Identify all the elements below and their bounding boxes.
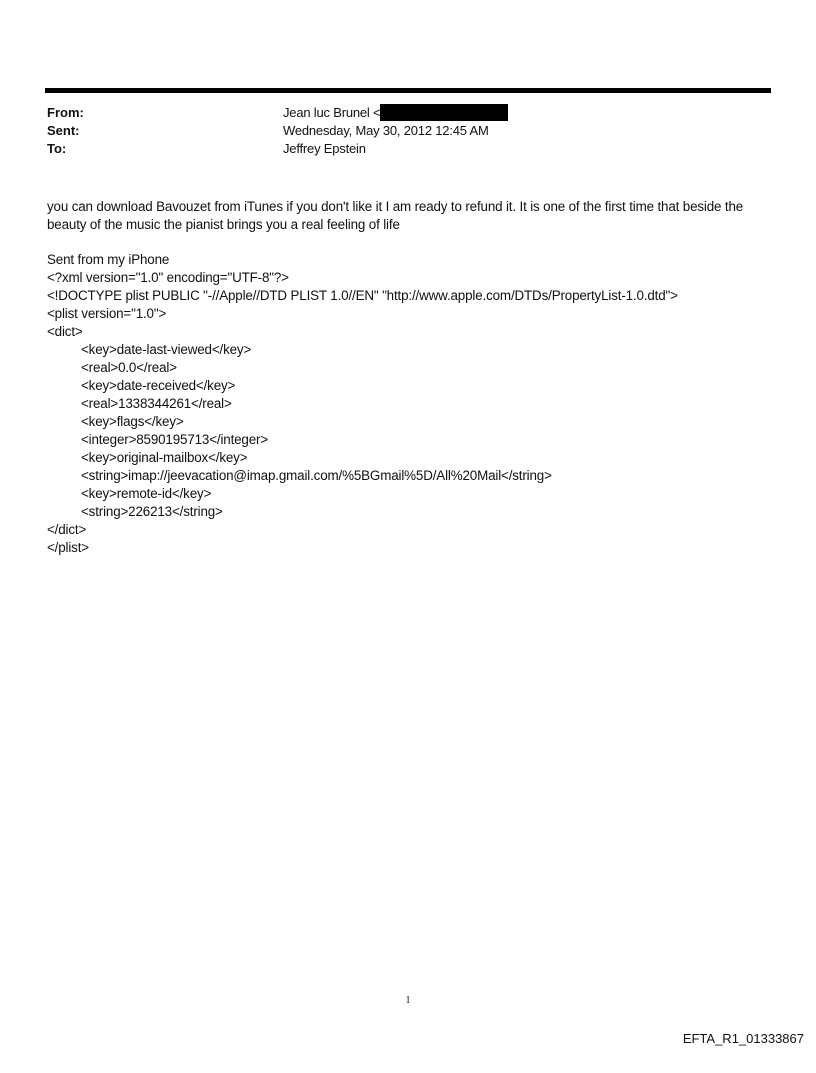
plist-line: </dict> [47,522,87,537]
plist-line: <key>date-received</key> [81,378,236,393]
plist-line: <integer>8590195713</integer> [81,432,269,447]
sent-value: Wednesday, May 30, 2012 12:45 AM [283,123,489,138]
plist-line: <string>imap://jeevacation@imap.gmail.com/%5BGmail%5D/All%20Mail</string> [81,468,552,483]
plist-line: <real>0.0</real> [81,360,177,375]
plist-line: <plist version="1.0"> [47,306,167,321]
plist-line: <key>remote-id</key> [81,486,212,501]
to-value: Jeffrey Epstein [283,141,366,156]
from-label: From: [47,105,84,120]
from-name: Jean luc Brunel < [283,105,381,120]
sent-label: Sent: [47,123,80,138]
plist-line: <key>original-mailbox</key> [81,450,248,465]
from-value [283,104,508,122]
plist-line: Sent from my iPhone [47,252,170,267]
plist-line: <real>1338344261</real> [81,396,232,411]
document-id: EFTA_R1_01333867 [682,1031,804,1046]
redaction-box [380,104,508,121]
plist-line: </plist> [47,540,89,555]
plist-line: <key>date-last-viewed</key> [81,342,252,357]
plist-line: <?xml version="1.0" encoding="UTF-8"?> [47,270,289,285]
plist-line: <dict> [47,324,83,339]
plist-line: <key>flags</key> [81,414,184,429]
header-rule [45,88,771,93]
plist-line: <!DOCTYPE plist PUBLIC "-//Apple//DTD PLIST 1.0//EN" "http://www.apple.com/DTDs/PropertyList-1.0.dtd"> [47,288,678,303]
message-body: you can download Bavouzet from iTunes if you don't like it I am ready to refund it. It is one of the first time that beside the beauty of the music the pianist brings you a real feeling of life [47,199,744,232]
plist-block [47,251,678,557]
plist-line: <string>226213</string> [81,504,223,519]
page-number: 1 [405,995,411,1006]
to-label: To: [47,141,67,156]
